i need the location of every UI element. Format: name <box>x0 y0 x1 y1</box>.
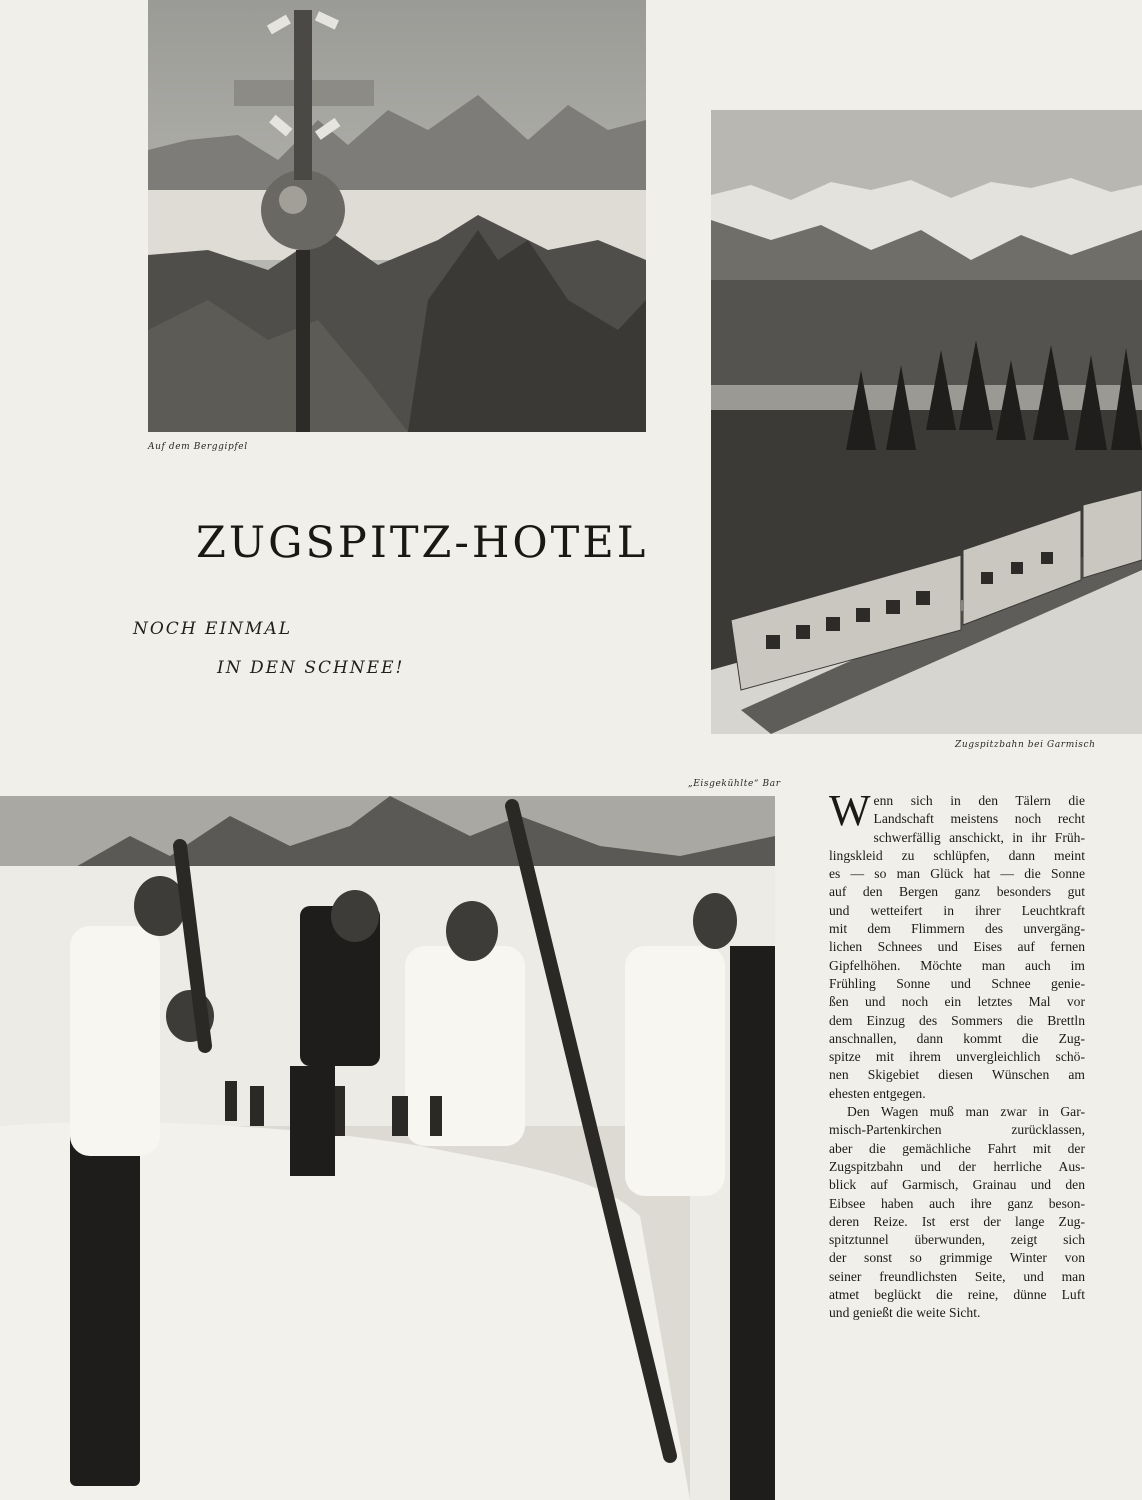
article-line: atmet beglückt die reine, dünne Luft <box>829 1287 1085 1303</box>
article-line: misch-Partenkirchen zurücklassen, <box>829 1122 1085 1138</box>
article-body <box>829 786 1085 1323</box>
article-line: mit dem Flimmern des unvergäng- <box>829 921 1085 937</box>
article-line: ehesten entgegen. <box>829 1085 926 1101</box>
article-line: auf den Bergen ganz besonders gut <box>829 884 1085 900</box>
article-line: nen Skigebiet diesen Wünschen am <box>829 1067 1085 1083</box>
article-line: es — so man Glück hat — die Sonne <box>829 866 1085 882</box>
article-line: deren Reize. Ist erst der lange Zug- <box>829 1213 1085 1229</box>
article-line: und wetteifert in ihrer Leuchtkraft <box>829 902 1085 918</box>
article-paragraph-2 <box>829 1103 1085 1323</box>
article-line: spitze mit ihrem unvergleichlich schö- <box>829 1049 1085 1065</box>
subtitle-line-2: IN DEN SCHNEE! <box>217 658 405 678</box>
article-line: Zugspitzbahn und der herrliche Aus- <box>829 1158 1085 1174</box>
article-line: lingskleid zu schlüpfen, dann meint <box>829 847 1085 863</box>
article-line: anschnallen, dann kommt die Zug- <box>829 1030 1085 1046</box>
article-line: ßen und noch ein letztes Mal vor <box>829 994 1085 1010</box>
article-line: Eibsee haben auch ihre ganz beson- <box>829 1195 1085 1211</box>
article-line: Frühling Sonne und Schnee genie- <box>829 975 1085 991</box>
article-line: schwerfällig anschickt, in ihr Früh- <box>873 829 1085 845</box>
article-line: spitztunnel überwunden, zeigt sich <box>829 1232 1085 1248</box>
article-paragraph-1 <box>829 786 1085 1103</box>
article-line: Landschaft meistens noch recht <box>873 811 1085 827</box>
summit-photo <box>148 0 646 432</box>
article-line: blick auf Garmisch, Grainau und den <box>829 1177 1085 1193</box>
train-caption: Zugspitzbahn bei Garmisch <box>955 740 1096 750</box>
summit-caption: Auf dem Berggipfel <box>148 442 248 452</box>
article-line: Gipfelhöhen. Möchte man auch im <box>829 957 1085 973</box>
article-line: lichen Schnees und Eises auf fernen <box>829 939 1085 955</box>
drop-cap: W <box>829 786 871 835</box>
article-line: und genießt die weite Sicht. <box>829 1305 981 1321</box>
article-line: seiner freundlichsten Seite, und man <box>829 1268 1085 1284</box>
article-line: dem Einzug des Sommers die Brettln <box>829 1012 1085 1028</box>
article-line: enn sich in den Tälern die <box>873 793 1085 808</box>
article-line: Den Wagen muß man zwar in Gar- <box>847 1104 1085 1120</box>
article-line: aber die gemächliche Fahrt mit der <box>829 1140 1085 1156</box>
subtitle-line-1: NOCH EINMAL <box>133 619 293 639</box>
bar-caption: „Eisgekühlte“ Bar <box>688 779 781 789</box>
train-photo <box>711 110 1142 734</box>
page-title: ZUGSPITZ-HOTEL <box>196 518 649 568</box>
article-line: der sonst so grimmige Winter von <box>829 1250 1085 1266</box>
ice-bar-photo <box>0 796 775 1500</box>
